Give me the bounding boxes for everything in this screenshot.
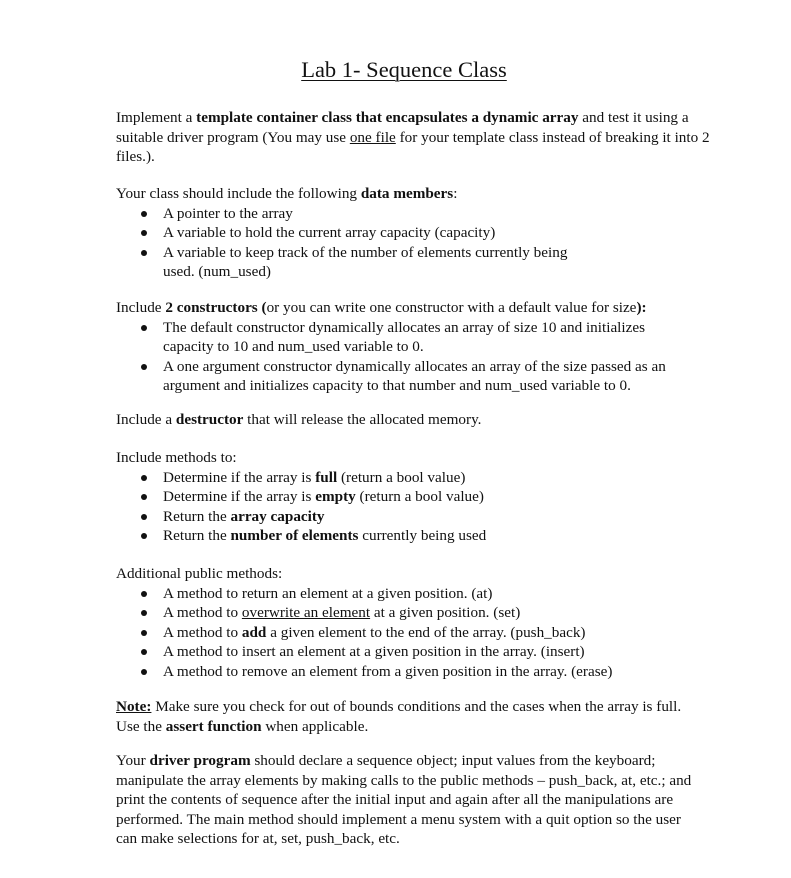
intro-text-1: Implement a bbox=[116, 109, 197, 126]
method-bold-2: empty bbox=[315, 488, 356, 505]
members-text-2: : bbox=[453, 185, 458, 202]
list-item bbox=[116, 662, 716, 682]
bullet-icon bbox=[141, 325, 147, 331]
bullet-icon bbox=[141, 591, 147, 597]
intro-paragraph bbox=[116, 108, 716, 167]
note-text bbox=[116, 697, 691, 736]
members-section bbox=[116, 184, 716, 282]
list-item bbox=[116, 204, 716, 224]
list-item bbox=[116, 603, 716, 623]
constructors-bold-1: 2 constructors ( bbox=[165, 299, 267, 316]
constructors-heading bbox=[116, 298, 716, 318]
list-item bbox=[116, 526, 716, 546]
method-text-2b: (return a bool value) bbox=[355, 488, 484, 505]
driver-section bbox=[116, 751, 696, 849]
members-bold-1: data members bbox=[360, 185, 454, 202]
driver-text bbox=[116, 751, 696, 849]
public-bold-3: add bbox=[241, 623, 267, 641]
method-text-3a: Return the bbox=[163, 507, 231, 525]
intro-text bbox=[116, 108, 716, 167]
note-text-1: Make sure you check for out of bounds conditions and the cases when the array is full. Use the bbox=[116, 698, 682, 735]
destructor-text-2: that will release the allocated memory. bbox=[243, 411, 482, 428]
intro-text-3: for your template class instead of breaking it into 2 files.). bbox=[116, 128, 710, 165]
members-text-1: Your class should include the following bbox=[116, 185, 361, 202]
public-text-5: A method to remove an element from a given position in the array. (erase) bbox=[163, 662, 613, 680]
public-underline-2: overwrite an element bbox=[241, 604, 371, 621]
constructors-list bbox=[116, 318, 716, 396]
list-item bbox=[116, 642, 716, 662]
bullet-icon bbox=[141, 669, 147, 675]
list-item bbox=[116, 357, 716, 396]
bullet-icon bbox=[141, 514, 147, 520]
destructor-bold-1: destructor bbox=[175, 411, 244, 428]
bullet-icon bbox=[141, 649, 147, 655]
destructor-text bbox=[116, 410, 716, 430]
method-text-1b: (return a bool value) bbox=[337, 468, 466, 486]
members-list bbox=[116, 204, 716, 282]
bullet-icon bbox=[141, 630, 147, 636]
method-bold-3: array capacity bbox=[230, 507, 325, 525]
methods-list bbox=[116, 468, 716, 546]
constructors-bold-2: ): bbox=[636, 299, 647, 316]
list-item bbox=[116, 468, 716, 488]
public-methods-section bbox=[116, 564, 716, 681]
bullet-icon bbox=[141, 364, 147, 370]
members-heading bbox=[116, 184, 716, 204]
note-text-2: when applicable. bbox=[261, 717, 369, 735]
method-text-2a: Determine if the array is bbox=[163, 488, 316, 505]
driver-text-2: should declare a sequence object; input values from the keyboard; manipulate the array elements by making calls to the public methods – push_back, at, etc.; and print the contents of sequence after the initial input and again after all the manipulations are performed. The main method should implement a menu system with a quit option so the user can make selections for at, set, push_back, etc. bbox=[116, 752, 692, 847]
public-list bbox=[116, 584, 716, 682]
list-item bbox=[116, 584, 716, 604]
destructor-text-1: Include a bbox=[116, 411, 176, 428]
list-item-text: The default constructor dynamically allocates an array of size 10 and initializes capacity to 10 and num_used variable to 0. bbox=[163, 318, 646, 355]
public-heading: Additional public methods: bbox=[116, 565, 283, 582]
list-item bbox=[116, 243, 716, 282]
note-label: Note: bbox=[116, 698, 152, 715]
intro-text-2: and test it using a suitable driver program (You may use bbox=[116, 109, 689, 146]
public-text-1: A method to return an element at a given position. (at) bbox=[163, 584, 493, 602]
method-text-4a: Return the bbox=[163, 527, 231, 544]
constructors-section bbox=[116, 298, 716, 396]
bullet-icon bbox=[141, 230, 147, 236]
bullet-icon bbox=[141, 610, 147, 616]
public-text-2a: A method to bbox=[163, 604, 242, 621]
list-item-text: A variable to hold the current array capacity (capacity) bbox=[163, 224, 496, 241]
method-bold-1: full bbox=[315, 468, 338, 486]
list-item-text: A variable to keep track of the number of elements currently being used. (num_used) bbox=[163, 243, 568, 280]
public-text-3a: A method to bbox=[163, 623, 242, 641]
bullet-icon bbox=[141, 211, 147, 217]
list-item bbox=[116, 623, 716, 643]
list-item-text: A pointer to the array bbox=[163, 204, 293, 222]
driver-text-1: Your bbox=[116, 752, 150, 769]
constructors-text-1: Include bbox=[116, 299, 166, 316]
destructor-section bbox=[116, 410, 716, 430]
bullet-icon bbox=[141, 250, 147, 256]
method-text-4b: currently being used bbox=[358, 527, 487, 544]
note-section bbox=[116, 697, 691, 736]
public-text-2b: at a given position. (set) bbox=[370, 604, 521, 621]
constructors-text-2: or you can write one constructor with a default value for size bbox=[266, 299, 637, 316]
page-title: Lab 1- Sequence Class bbox=[301, 57, 507, 82]
driver-bold-1: driver program bbox=[149, 752, 251, 769]
list-item bbox=[116, 318, 716, 357]
public-text-4: A method to insert an element at a given position in the array. (insert) bbox=[163, 643, 585, 660]
intro-bold-1: template container class that encapsulates a dynamic array bbox=[196, 109, 579, 126]
intro-underline-1: one file bbox=[349, 128, 396, 146]
list-item bbox=[116, 487, 716, 507]
method-bold-4: number of elements bbox=[230, 527, 359, 544]
method-text-1a: Determine if the array is bbox=[163, 468, 316, 486]
bullet-icon bbox=[141, 475, 147, 481]
note-bold-1: assert function bbox=[165, 717, 262, 735]
public-text-3b: a given element to the end of the array. (push_back) bbox=[266, 623, 586, 641]
methods-heading: Include methods to: bbox=[116, 449, 237, 466]
list-item bbox=[116, 223, 716, 243]
bullet-icon bbox=[141, 494, 147, 500]
list-item bbox=[116, 507, 716, 527]
methods-section bbox=[116, 448, 716, 546]
bullet-icon bbox=[141, 533, 147, 539]
list-item-text: A one argument constructor dynamically allocates an array of the size passed as an argument and initializes capacity to that number and num_used variable to 0. bbox=[163, 357, 666, 394]
